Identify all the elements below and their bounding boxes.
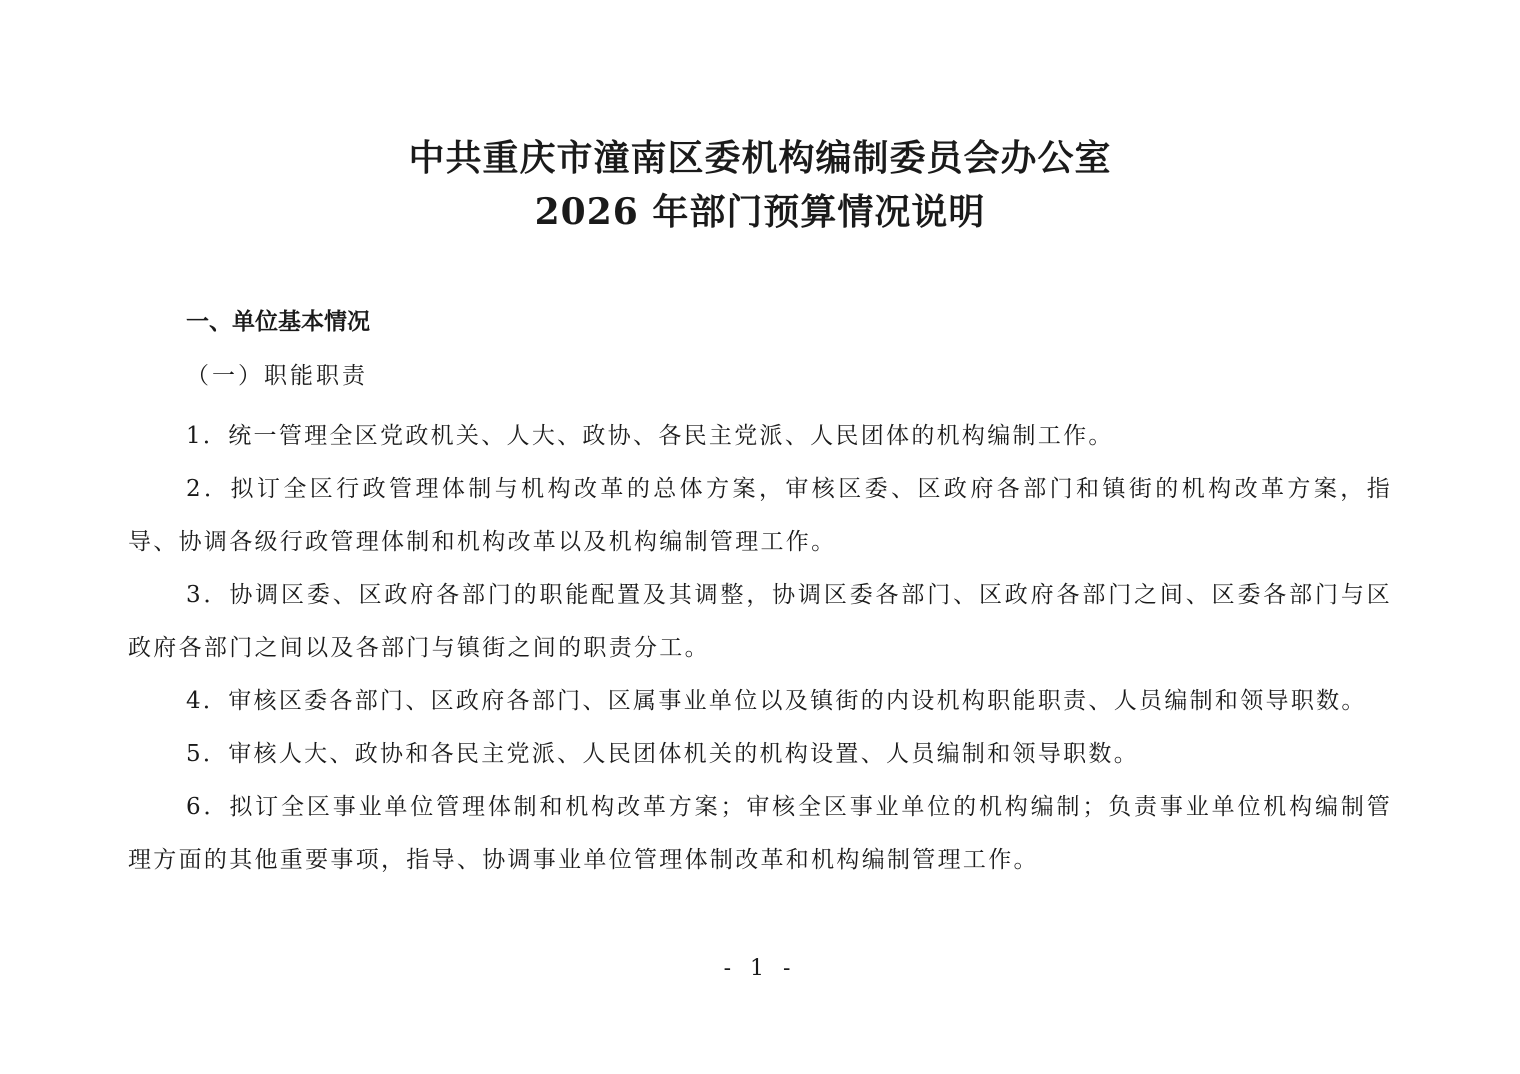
function-item-4: 4．审核区委各部门、区政府各部门、区属事业单位以及镇街的内设机构职能职责、人员编制和领导职数。 [186, 688, 1367, 714]
function-item-1: 1．统一管理全区党政机关、人大、政协、各民主党派、人民团体的机构编制工作。 [186, 423, 1114, 449]
function-item-3: 3．协调区委、区政府各部门的职能配置及其调整，协调区委各部门、区政府各部门之间、区委各部门与区政府各部门之间以及各部门与镇街之间的职责分工。 [128, 582, 1392, 661]
document-title-line1: 中共重庆市潼南区委机构编制委员会办公室 [408, 137, 1112, 179]
function-item-6: 6．拟订全区事业单位管理体制和机构改革方案；审核全区事业单位的机构编制；负责事业单位机构编制管理方面的其他重要事项，指导、协调事业单位管理体制改革和机构编制管理工作。 [128, 794, 1392, 873]
function-item-5: 5．审核人大、政协和各民主党派、人民团体机关的机构设置、人员编制和领导职数。 [186, 741, 1140, 767]
function-item-2: 2．拟订全区行政管理体制与机构改革的总体方案，审核区委、区政府各部门和镇街的机构改革方案，指导、协调各级行政管理体制和机构改革以及机构编制管理工作。 [128, 476, 1392, 555]
page-number: - 1 - [723, 956, 797, 981]
sub-heading-functions: （一）职能职责 [186, 363, 368, 389]
document-body [128, 302, 1392, 887]
section-heading-basic-info: 一、单位基本情况 [186, 309, 370, 335]
document-title-line2: 2026 年部门预算情况说明 [534, 191, 986, 233]
